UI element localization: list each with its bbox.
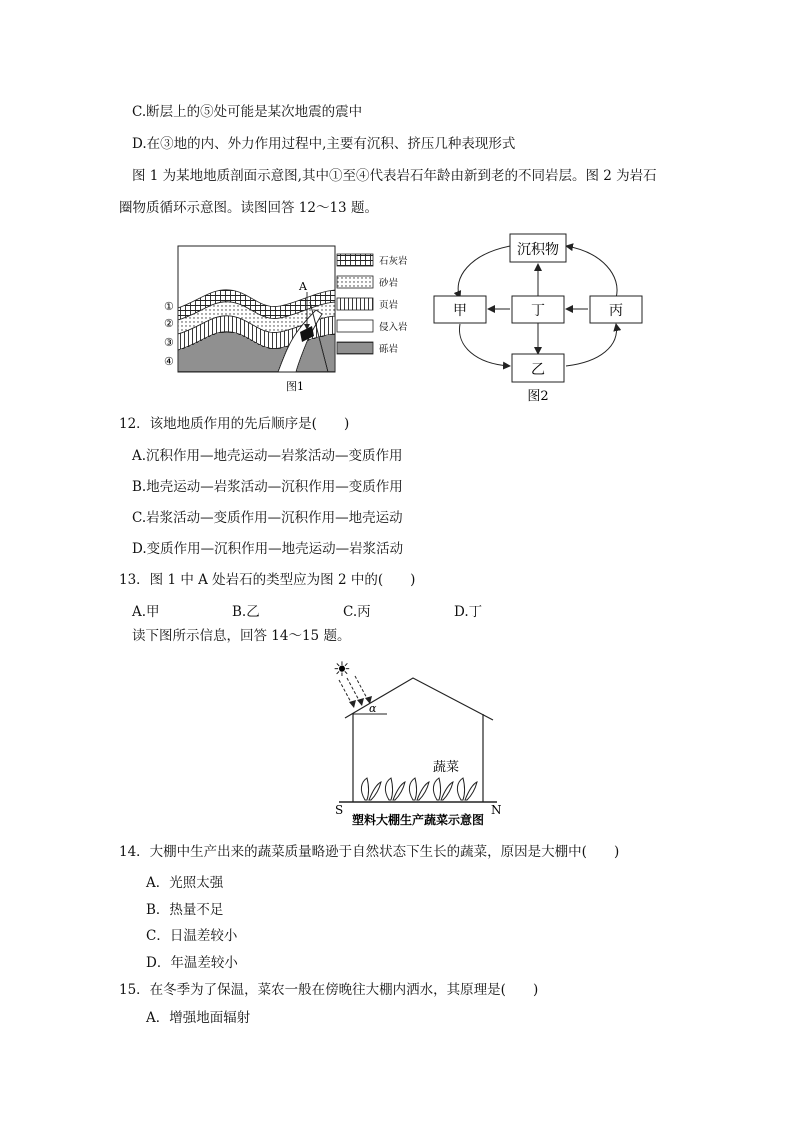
q13-option-a: A.甲 <box>132 604 160 620</box>
q14-option-b: B．热量不足 <box>146 902 224 918</box>
q12-option-d: D.变质作用—沉积作用—地壳运动—岩浆活动 <box>132 541 404 557</box>
q13-option-b: B.乙 <box>232 604 260 620</box>
vegetable-label: 蔬菜 <box>433 760 460 775</box>
q15-stem: 15．在冬季为了保温，菜农一般在傍晚往大棚内洒水，其原理是( ) <box>119 982 539 998</box>
intro-12-13-line1: 图 1 为某地地质剖面示意图,其中①至④代表岩石年龄由新到老的不同岩层。图 2 为岩石 <box>132 168 657 184</box>
figure1-caption: 图1 <box>286 380 304 393</box>
greenhouse-caption: 塑料大棚生产蔬菜示意图 <box>351 813 485 827</box>
legend-intrusive: 侵入岩 <box>379 322 408 333</box>
q11-option-d: D.在③地的内、外力作用过程中,主要有沉积、挤压几种表现形式 <box>132 136 516 152</box>
layer-4-label: ④ <box>164 355 174 368</box>
legend-intrusive-swatch <box>337 320 373 332</box>
legend-shale-swatch <box>337 298 373 310</box>
intro-12-13-line2: 圈物质循环示意图。读图回答 12～13 题。 <box>119 200 378 216</box>
sun-icon: ☀ <box>333 657 351 681</box>
node-bing-label: 丙 <box>609 303 623 319</box>
q13-stem: 13．图 1 中 A 处岩石的类型应为图 2 中的( ) <box>119 572 416 588</box>
legend-limestone: 石灰岩 <box>379 256 408 267</box>
south-label: S <box>335 803 344 817</box>
node-yi-label: 乙 <box>531 362 545 378</box>
q11-option-c: C.断层上的⑤处可能是某次地震的震中 <box>132 104 363 120</box>
layer-3-label: ③ <box>164 336 174 349</box>
legend-sandstone: 砂岩 <box>379 278 399 289</box>
q12-option-b: B.地壳运动—岩浆活动—沉积作用—变质作用 <box>132 479 403 495</box>
q13-option-c: C.丙 <box>343 604 371 620</box>
figure1-geologic-section <box>160 240 420 395</box>
layer-2-label: ② <box>164 317 174 330</box>
legend-limestone-swatch <box>337 254 373 266</box>
point-a-label: A <box>299 280 307 293</box>
q12-option-c: C.岩浆活动—变质作用—沉积作用—地壳运动 <box>132 510 403 526</box>
intro-14-15: 读下图所示信息，回答 14～15 题。 <box>132 628 351 644</box>
legend-conglomerate: 砾岩 <box>379 344 399 355</box>
figure2-caption: 图2 <box>527 389 549 404</box>
layer-1-label: ① <box>164 300 174 313</box>
q13-option-d: D.丁 <box>454 604 483 620</box>
q12-option-a: A.沉积作用—地壳运动—岩浆活动—变质作用 <box>132 448 403 464</box>
angle-alpha-label: α <box>369 702 377 715</box>
q14-option-a: A．光照太强 <box>146 875 224 891</box>
legend-sandstone-swatch <box>337 276 373 288</box>
q14-option-d: D．年温差较小 <box>146 955 238 971</box>
figure2-rock-cycle <box>430 228 650 408</box>
legend-conglomerate-swatch <box>337 342 373 354</box>
q12-stem: 12．该地地质作用的先后顺序是( ) <box>119 416 350 432</box>
legend-shale: 页岩 <box>379 300 399 311</box>
vegetable-row <box>361 778 477 800</box>
q14-stem: 14．大棚中生产出来的蔬菜质量略逊于自然状态下生长的蔬菜，原因是大棚中( ) <box>119 844 620 860</box>
q14-option-c: C．日温差较小 <box>146 928 238 944</box>
node-ding-label: 丁 <box>531 303 545 319</box>
node-jia-label: 甲 <box>453 303 467 319</box>
north-label: N <box>491 803 502 817</box>
q15-option-a: A．增强地面辐射 <box>146 1010 251 1026</box>
greenhouse-figure <box>325 650 510 828</box>
node-sediment-label: 沉积物 <box>517 242 559 258</box>
